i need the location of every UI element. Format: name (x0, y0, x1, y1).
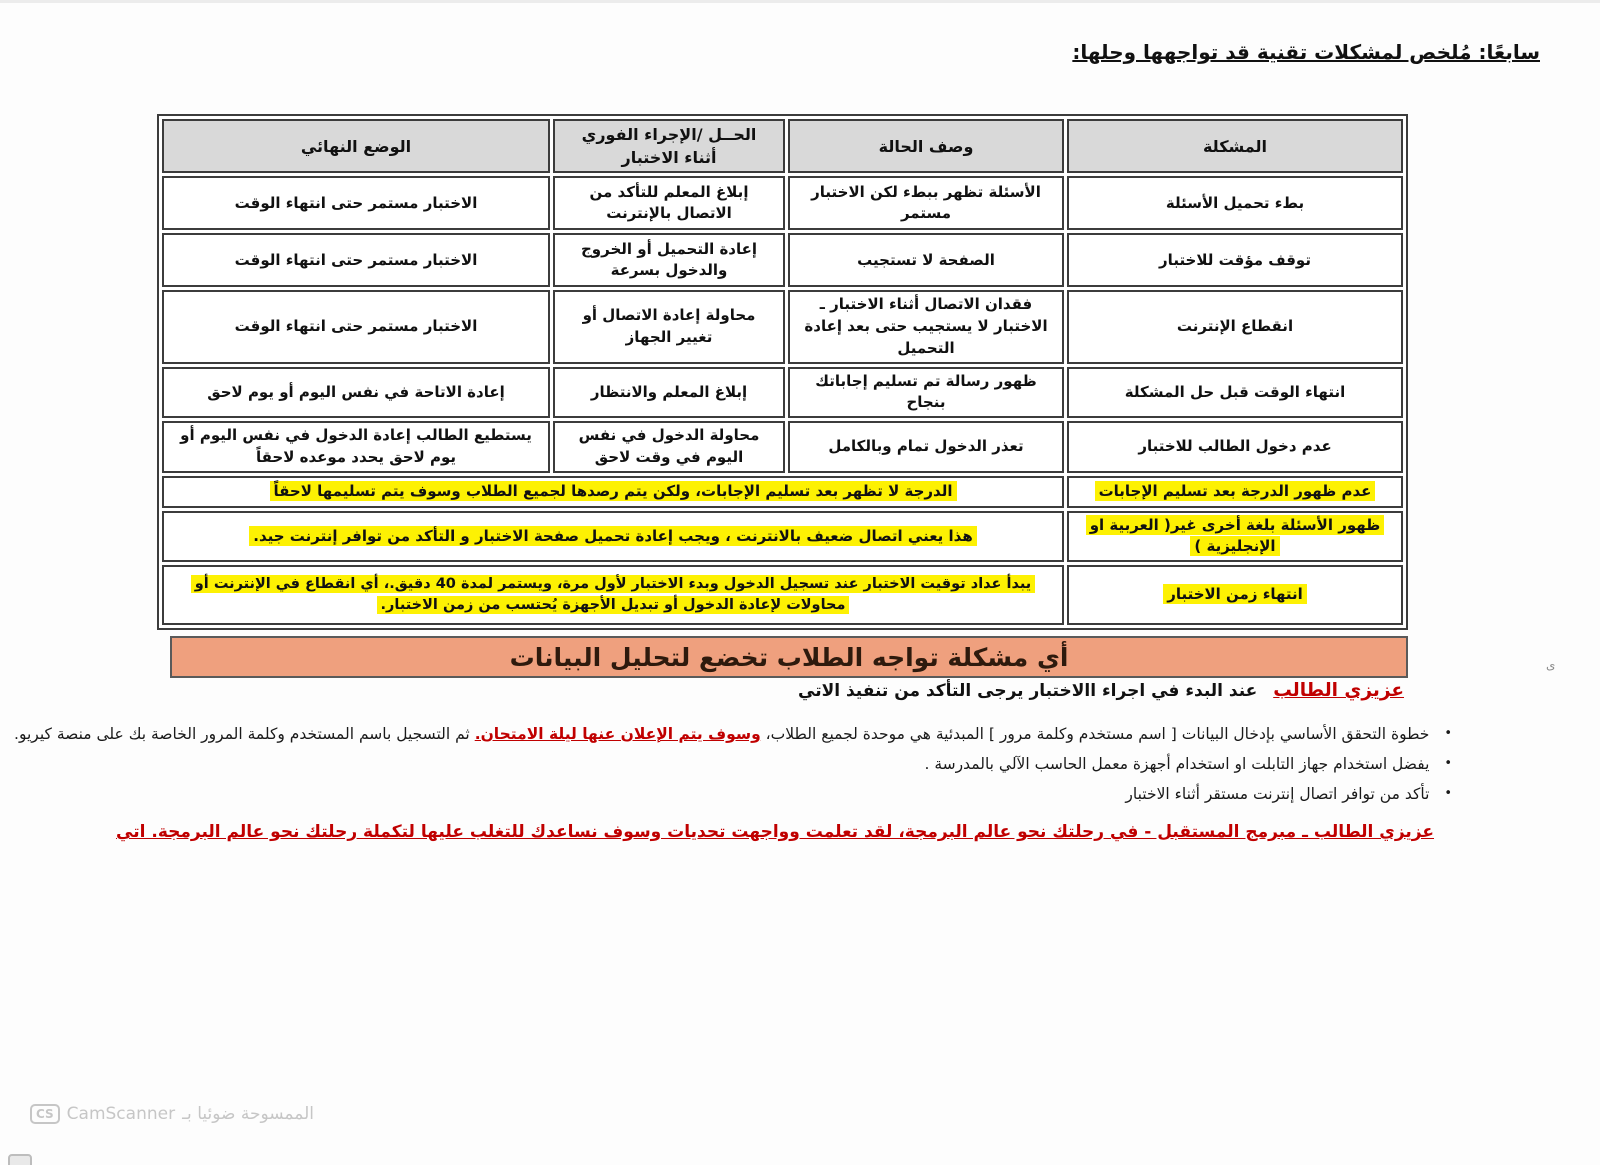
bullet3-text: تأكد من توافر اتصال إنترنت مستقر أثناء الاختبار (1125, 785, 1430, 804)
highlight-row (162, 476, 1403, 508)
cell-description: ظهور رسالة تم تسليم إجاباتك بنجاح (788, 367, 1064, 419)
bullet1-text-end: ثم التسجيل باسم المستخدم وكلمة المرور الخاصة بك على منصة كيريو. (14, 725, 475, 743)
highlighted-text: هذا يعني اتصال ضعيف بالانترنت ، ويجب إعادة تحميل صفحة الاختبار و التأكد من توافر إنترنت جيد. (249, 526, 977, 546)
highlighted-text: عدم ظهور الدرجة بعد تسليم الإجابات (1095, 481, 1376, 501)
data-analysis-banner: أي مشكلة تواجه الطلاب تخضع لتحليل البيانات (170, 636, 1408, 678)
page-title: سابعًا: مُلخص لمشكلات تقنية قد تواجهها وحلها: (1072, 40, 1540, 64)
cell-problem-highlight (1067, 565, 1403, 625)
cell-final: الاختبار مستمر حتى انتهاء الوقت (162, 290, 550, 363)
issues-table (157, 114, 1408, 630)
bullet1-red-emphasis: وسوف يتم الإعلان عنها ليلة الامتحان. (474, 725, 761, 743)
stray-scan-mark: ى (1546, 658, 1556, 672)
table-row (162, 367, 1403, 419)
list-item (14, 782, 1452, 806)
cell-description: الصفحة لا تستجيب (788, 233, 1064, 287)
cell-problem: انقطاع الإنترنت (1067, 290, 1403, 363)
col-header-description: وصف الحالة (788, 119, 1064, 173)
highlighted-text: انتهاء زمن الاختبار (1163, 584, 1307, 604)
greeting-instruction-text: عند البدء في اجراء االاختبار يرجى التأكد من تنفيذ الاتي (798, 681, 1258, 701)
bullet1-text-start: خطوة التحقق الأساسي بإدخال البيانات [ اسم مستخدم وكلمة مرور ] المبدئية هي موحدة لجميع الطلاب، (760, 725, 1430, 743)
bullet2-text: يفضل استخدام جهاز التابلت او استخدام أجهزة معمل الحاسب الآلي بالمدرسة . (924, 755, 1430, 774)
instructions-bullet-list (14, 722, 1452, 812)
table-header-row (162, 119, 1403, 173)
cell-final: إعادة الاتاحة في نفس اليوم أو يوم لاحق (162, 367, 550, 419)
highlighted-text: يبدأ عداد توقيت الاختبار عند تسجيل الدخول وبدء الاختبار لأول مرة، ويستمر لمدة 40 دقيق.، أي انقطاع في الإنترنت أو محاولات لإعادة الدخول أو تبديل الأجهزة يُحتسب من زمن الاختبار. (191, 575, 1035, 614)
highlighted-text: الدرجة لا تظهر بعد تسليم الإجابات، ولكن يتم رصدها لجميع الطلاب وسوف يتم تسليمها لاحقاً (270, 481, 957, 501)
bullet-icon: • (1444, 756, 1452, 772)
cell-problem: بطء تحميل الأسئلة (1067, 176, 1403, 230)
table-row (162, 233, 1403, 287)
student-greeting-line (798, 680, 1404, 701)
table-row (162, 176, 1403, 230)
dear-student-label: عزيزي الطالب (1273, 680, 1404, 701)
list-item (14, 722, 1452, 746)
bullet-icon: • (1444, 726, 1452, 742)
cell-note-highlight (162, 476, 1064, 508)
camscanner-logo-icon-cutoff (8, 1154, 32, 1165)
col-header-problem: المشكلة (1067, 119, 1403, 173)
cell-problem: توقف مؤقت للاختبار (1067, 233, 1403, 287)
camscanner-watermark (30, 1104, 314, 1124)
camscanner-brand: CamScanner (66, 1104, 176, 1124)
cell-problem: انتهاء الوقت قبل حل المشكلة (1067, 367, 1403, 419)
cell-final: يستطيع الطالب إعادة الدخول في نفس اليوم أو يوم لاحق يحدد موعده لاحقاً (162, 421, 550, 473)
cell-final: الاختبار مستمر حتى انتهاء الوقت (162, 233, 550, 287)
bullet-icon: • (1444, 786, 1452, 802)
highlight-row (162, 565, 1403, 625)
table-row (162, 290, 1403, 363)
cell-description: تعذر الدخول تمام وبالكامل (788, 421, 1064, 473)
scan-top-edge (0, 0, 1600, 3)
cell-note-highlight (162, 511, 1064, 563)
list-item (14, 752, 1452, 776)
cell-problem: عدم دخول الطالب للاختبار (1067, 421, 1403, 473)
cell-action: إبلاغ المعلم والانتظار (553, 367, 785, 419)
camscanner-logo-icon: CS (30, 1104, 60, 1124)
cell-problem-highlight (1067, 511, 1403, 563)
table-row (162, 421, 1403, 473)
cell-note-highlight (162, 565, 1064, 625)
cell-action: محاولة إعادة الاتصال أو تغيير الجهاز (553, 290, 785, 363)
cell-action: محاولة الدخول في نفس اليوم في وقت لاحق (553, 421, 785, 473)
cell-action: إعادة التحميل أو الخروج والدخول بسرعة (553, 233, 785, 287)
cell-description: الأسئلة تظهر ببطء لكن الاختبار مستمر (788, 176, 1064, 230)
highlight-row (162, 511, 1403, 563)
highlighted-text: ظهور الأسئلة بلغة أخرى غير( العربية او الإنجليزية ) (1086, 515, 1385, 557)
issues-table-wrap (170, 114, 1408, 678)
col-header-final-status: الوضع النهائي (162, 119, 550, 173)
cell-final: الاختبار مستمر حتى انتهاء الوقت (162, 176, 550, 230)
scanned-by-text: الممسوحة ضوئيا بـ (182, 1104, 314, 1124)
future-programmer-message: عزيزي الطالب ـ مبرمج المستقبل - في رحلتك نحو عالم البرمجة، لقد تعلمت وواجهت تحديات وسوف نساعدك للتغلب عليها لتكملة رحلتك نحو عالم البرمجة. اتي (116, 822, 1434, 842)
cell-description: فقدان الاتصال أثناء الاختبار ـ الاختبار لا يستجيب حتى بعد إعادة التحميل (788, 290, 1064, 363)
col-header-action: الحــل /الإجراء الفوري أثناء الاختبار (553, 119, 785, 173)
cell-problem-highlight (1067, 476, 1403, 508)
cell-action: إبلاغ المعلم للتأكد من الاتصال بالإنترنت (553, 176, 785, 230)
